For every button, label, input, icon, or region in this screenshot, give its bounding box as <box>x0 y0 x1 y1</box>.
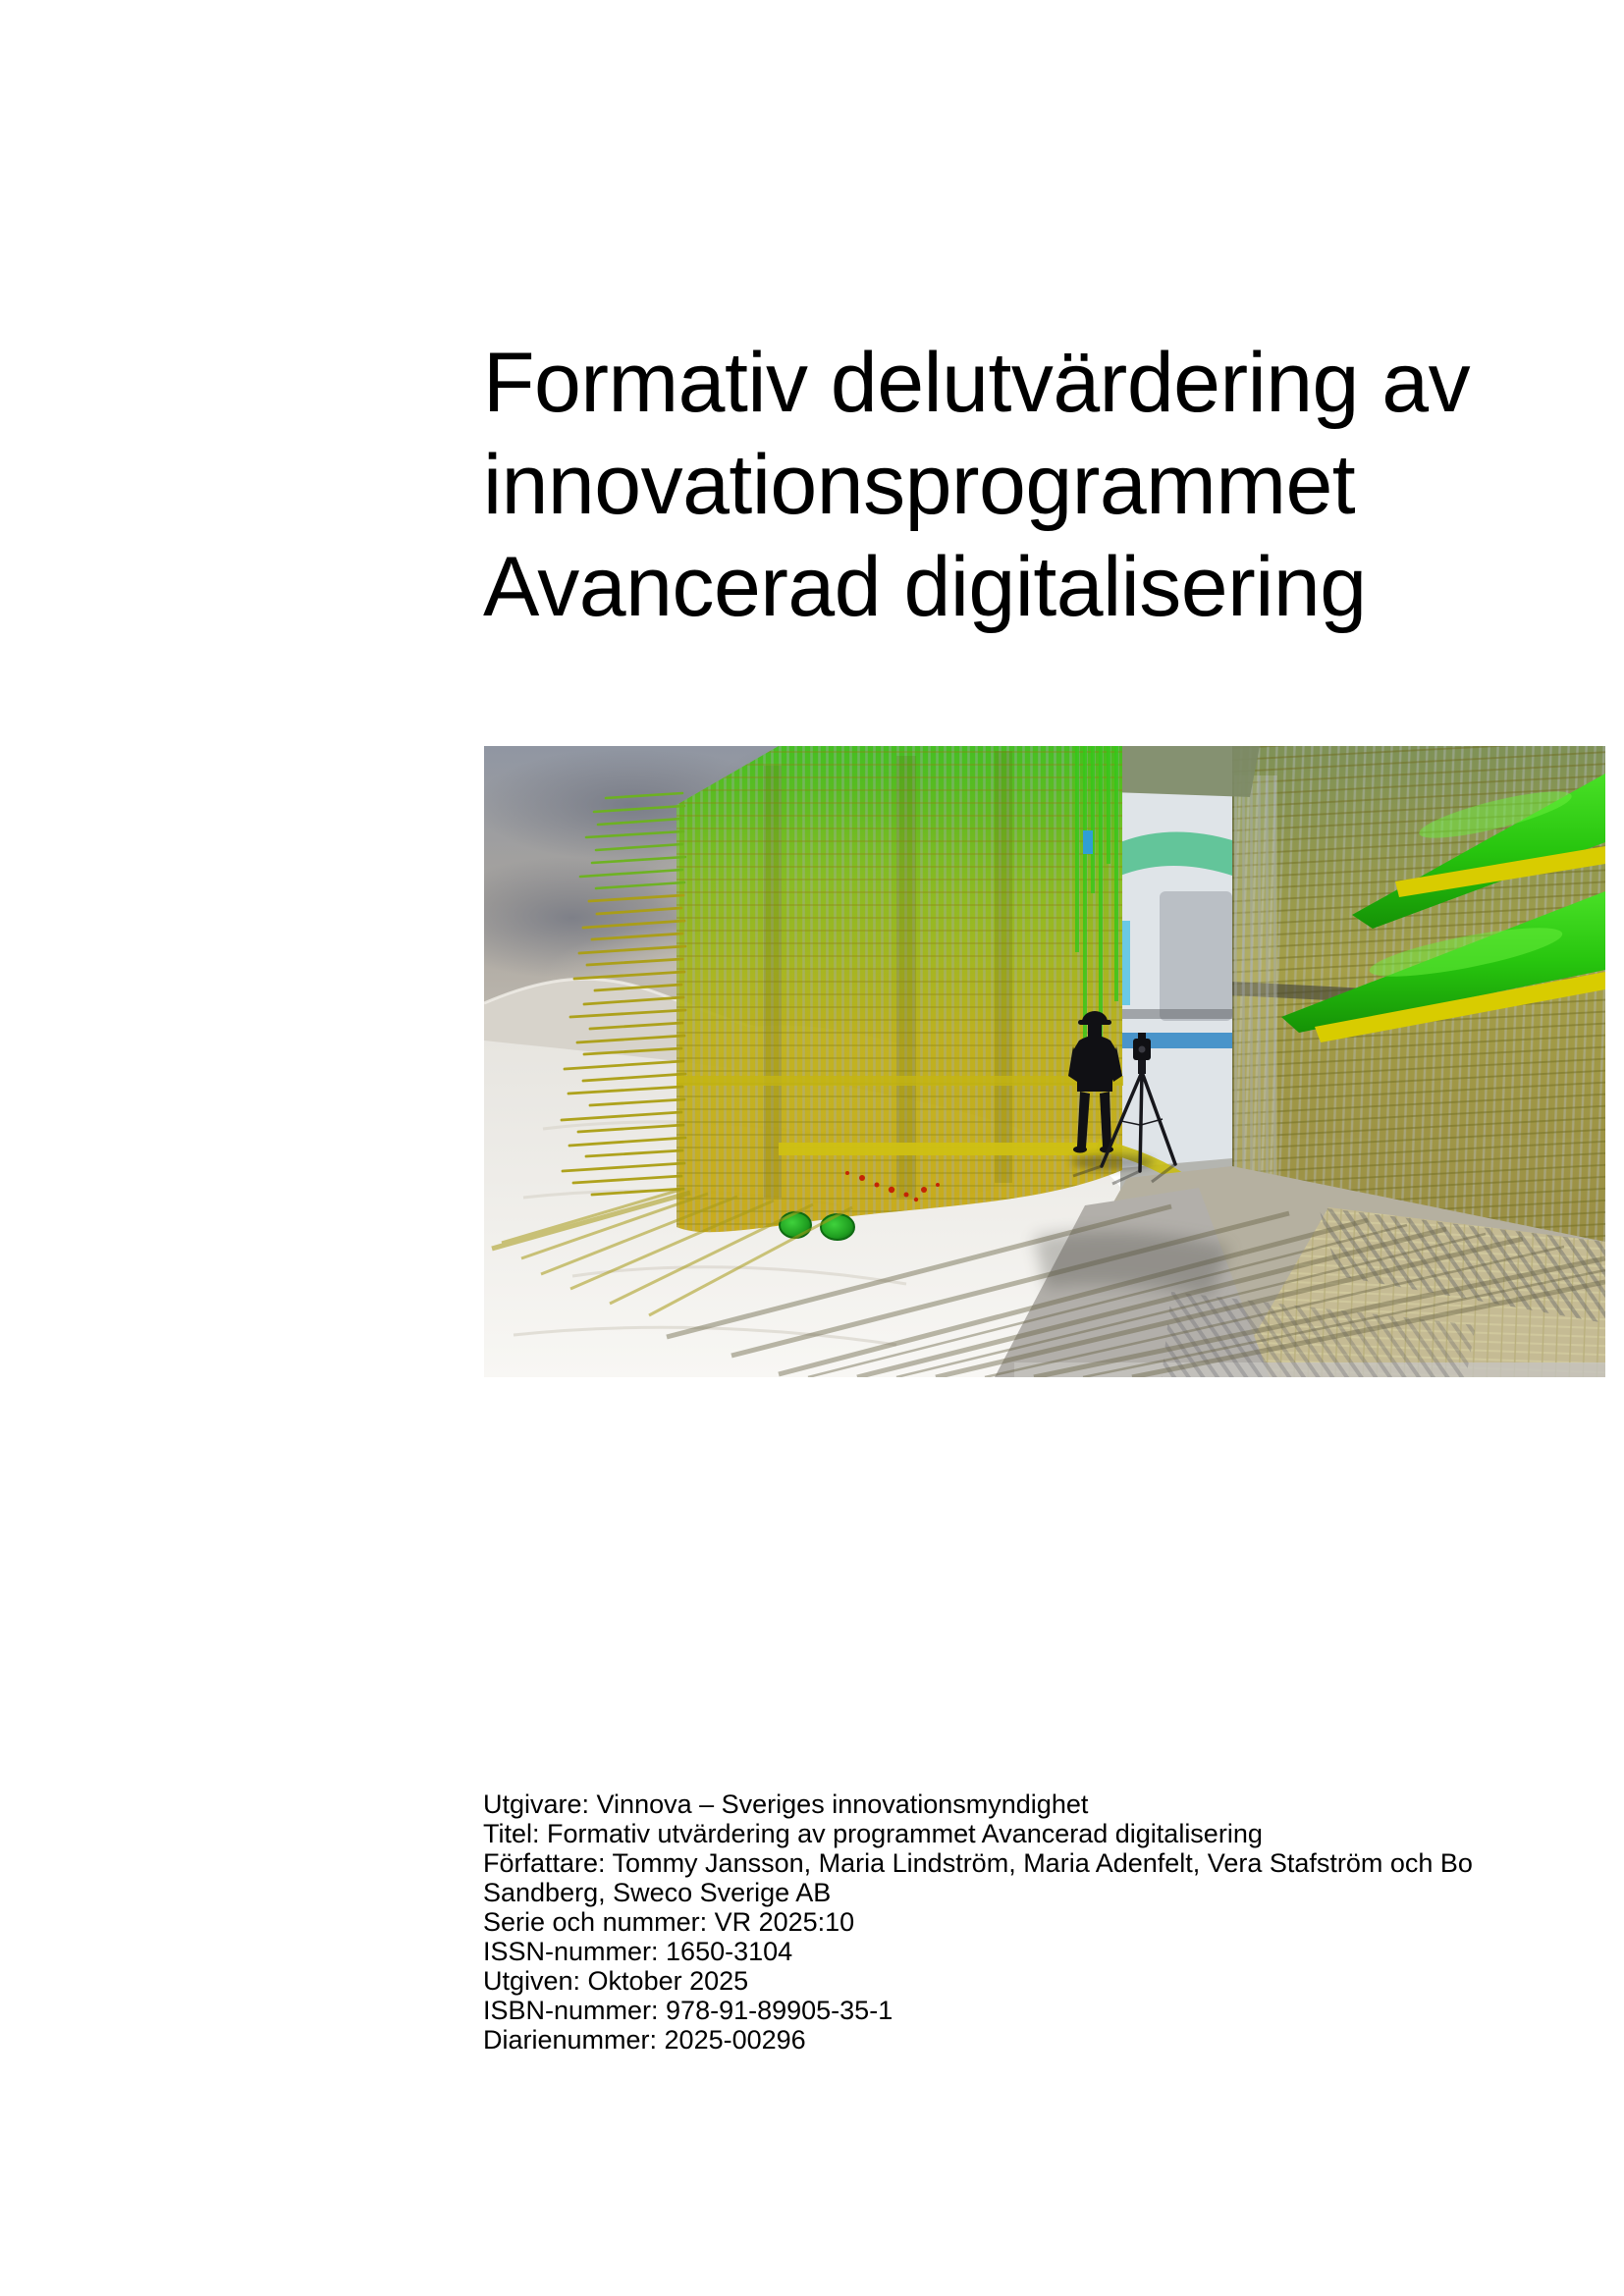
cover-image-canvas <box>484 746 1605 1377</box>
tripod-mount <box>1138 1058 1146 1074</box>
imprint-series-number: Serie och nummer: VR 2025:10 <box>483 1907 855 1937</box>
imprint-published: Utgiven: Oktober 2025 <box>483 1966 749 1996</box>
yellow-beam <box>779 1143 1103 1155</box>
torso <box>1071 1036 1118 1092</box>
imprint-authors: Författare: Tommy Jansson, Maria Lindström, Maria Adenfelt, Vera Stafström och Bo Sandberg, Sweco Sverige AB <box>483 1848 1473 1907</box>
imprint-isbn: ISBN-nummer: 978-91-89905-35-1 <box>483 1996 893 2025</box>
cyan-strip <box>1122 921 1130 1005</box>
imprint-issn: ISSN-nummer: 1650-3104 <box>483 1937 793 1966</box>
imprint <box>483 1789 1583 2055</box>
total-station-lens <box>1139 1046 1146 1053</box>
report-title-line-3: Avancerad digitalisering <box>483 540 1367 634</box>
cover-image <box>484 746 1605 1377</box>
report-title <box>483 332 1604 638</box>
report-title-line-1: Formativ delutvärdering av <box>483 336 1471 430</box>
blue-patch <box>1083 830 1093 854</box>
imprint-publisher: Utgivare: Vinnova – Sveriges innovationsmyndighet <box>483 1789 1089 1819</box>
passage <box>1120 746 1232 1198</box>
head <box>1088 1024 1102 1038</box>
imprint-dnr: Diarienummer: 2025-00296 <box>483 2025 806 2055</box>
report-title-line-2: innovationsprogrammet <box>483 438 1356 532</box>
imprint-title: Titel: Formativ utvärdering av programmet Avancerad digitalisering <box>483 1819 1263 1848</box>
yellow-beam-2 <box>677 1076 1123 1086</box>
gray-structure <box>1160 891 1232 1021</box>
left-foot <box>1073 1147 1087 1153</box>
